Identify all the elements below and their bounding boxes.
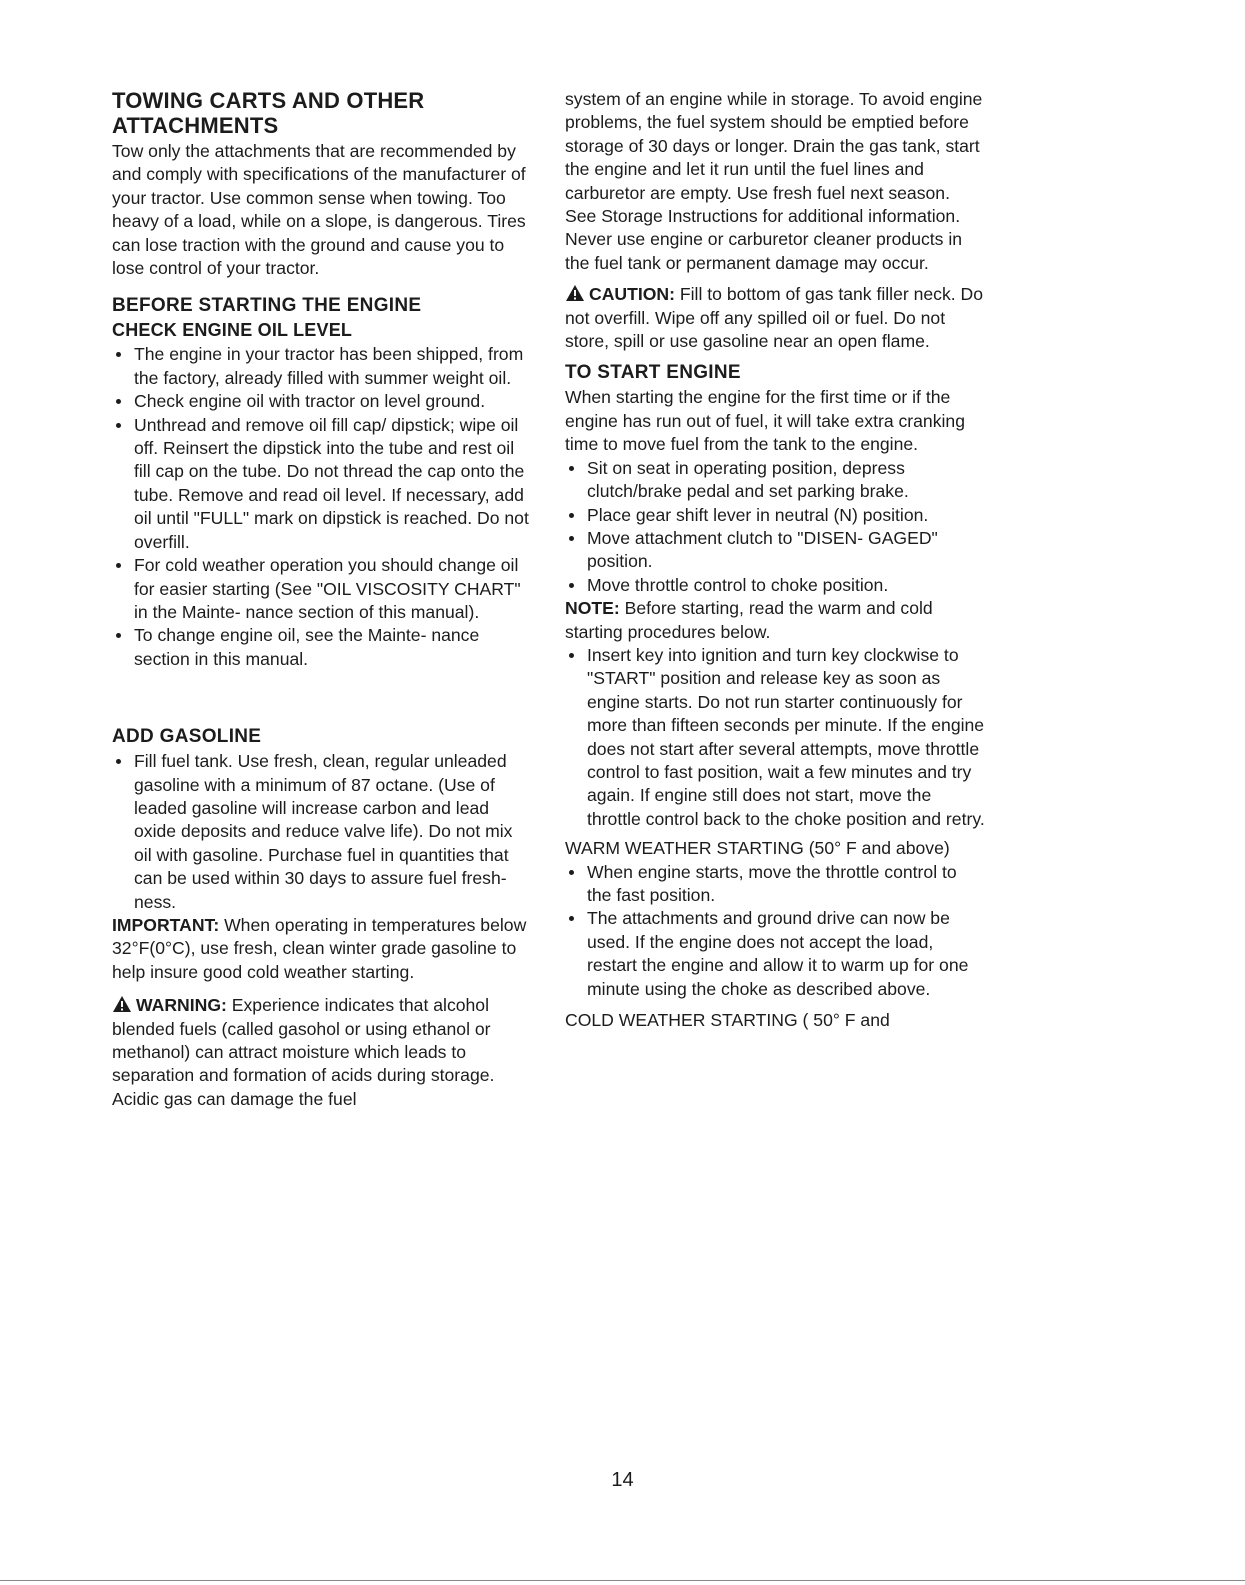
list-item: When engine starts, move the throttle control to the fast position.	[565, 861, 985, 908]
list-item: Sit on seat in operating position, depress clutch/brake pedal and set parking brake.	[565, 457, 985, 504]
list-item: Move throttle control to choke position.	[565, 574, 985, 597]
add-gasoline-title: ADD GASOLINE	[112, 726, 262, 748]
page-number: 14	[611, 1469, 634, 1491]
list-item: The attachments and ground drive can now be used. If the engine does not accept the load, restart the engine and allow it to warm up for one minute using the choke as described above.	[565, 907, 985, 1001]
start-engine-body: When starting the engine for the first time or if the engine has run out of fuel, it will take extra cranking time to move fuel from the tank to the engine.	[565, 387, 965, 455]
towing-title	[112, 88, 532, 138]
caution-label: CAUTION:	[589, 284, 676, 305]
list-item: Fill fuel tank. Use fresh, clean, regular unleaded gasoline with a minimum of 87 octane. (Use of leaded gasoline will increase carbon and lead oxide deposits and reduce valve life). Do not mix oil with gasoline. Purchase fuel in quantities that can be used within 30 days to assure fuel fresh- ness.	[112, 750, 532, 914]
to-start-engine-title: TO START ENGINE	[565, 362, 741, 384]
list-item: The engine in your tractor has been shipped, from the factory, already filled with summer weight oil.	[112, 343, 532, 390]
note-paragraph: NOTE: Before starting, read the warm and cold starting procedures below.	[565, 598, 933, 642]
left-column	[112, 88, 532, 1111]
important-paragraph: IMPORTANT: When operating in temperatures below 32°F(0°C), use fresh, clean winter grade gasoline to help insure good cold weather starting.	[112, 914, 527, 982]
list-item: Check engine oil with tractor on level ground.	[112, 390, 532, 413]
important-label: IMPORTANT:	[112, 914, 220, 935]
check-oil-title: CHECK ENGINE OIL LEVEL	[112, 320, 353, 341]
caution-triangle-icon	[565, 284, 585, 302]
list-item: Unthread and remove oil fill cap/ dipstick; wipe oil off. Reinsert the dipstick into the tube and rest oil fill cap on the tube. Do not thread the cap onto the tube. Remove and read oil level. If necessary, add oil until "FULL" mark on dipstick is reached. Do not overfill.	[112, 414, 532, 554]
warm-weather-title: WARM WEATHER STARTING (50° F and above)	[565, 838, 950, 859]
list-item: Move attachment clutch to "DISEN- GAGED" position.	[565, 527, 985, 574]
note-label: NOTE:	[565, 598, 620, 619]
list-item: To change engine oil, see the Mainte- nance section in this manual.	[112, 624, 532, 671]
storage-continued-text: system of an engine while in storage. To avoid engine problems, the fuel system should be emptied before storage of 30 days or longer. Drain the gas tank, start the engine and let it run until the fuel lines and carburetor are empty. Use fresh fuel next season. See Storage Instructions for additional information. Never use engine or carburetor cleaner products in the fuel tank or permanent damage may occur.	[565, 89, 983, 273]
page-edge-line	[0, 1580, 1245, 1581]
before-starting-title: BEFORE STARTING THE ENGINE	[112, 295, 422, 317]
gasoline-list	[112, 750, 532, 914]
towing-body: Tow only the attachments that are recommended by and comply with specifications of the manufacturer of your tractor. Use common sense when towing. Too heavy of a load, while on a slope, is dangerous. Tires can lose traction with the ground and cause you to lose control of your tractor.	[112, 141, 526, 279]
towing-title-line-2: ATTACHMENTS	[112, 113, 279, 138]
warning-label: WARNING:	[136, 995, 227, 1016]
cold-weather-title: COLD WEATHER STARTING ( 50° F and	[565, 1010, 890, 1031]
check-oil-list	[112, 343, 532, 671]
towing-title-line-1: TOWING CARTS AND OTHER	[112, 88, 425, 113]
list-item: For cold weather operation you should change oil for easier starting (See "OIL VISCOSITY CHART" in the Mainte- nance section of this manual).	[112, 554, 532, 624]
list-item: Place gear shift lever in neutral (N) position.	[565, 504, 985, 527]
ignition-list	[565, 644, 985, 831]
warm-weather-list	[565, 861, 985, 1001]
warning-triangle-icon	[112, 995, 132, 1013]
list-item: Insert key into ignition and turn key clockwise to "START" position and release key as soon as engine starts. Do not run starter continuously for more than fifteen seconds per minute. If the engine does not start after several attempts, move throttle control to fast position, wait a few minutes and try again. If engine still does not start, move the throttle control back to the choke position and retry.	[565, 644, 985, 831]
start-engine-list	[565, 457, 985, 597]
right-column	[565, 88, 985, 1032]
warning-paragraph: WARNING: Experience indicates that alcohol blended fuels (called gasohol or using ethanol or methanol) can attract moisture which leads to separation and formation of acids during storage. Acidic gas can damage the fuel	[112, 995, 495, 1109]
caution-paragraph: CAUTION: Fill to bottom of gas tank filler neck. Do not overfill. Wipe off any spilled oil or fuel. Do not store, spill or use gasoline near an open flame.	[565, 284, 984, 352]
